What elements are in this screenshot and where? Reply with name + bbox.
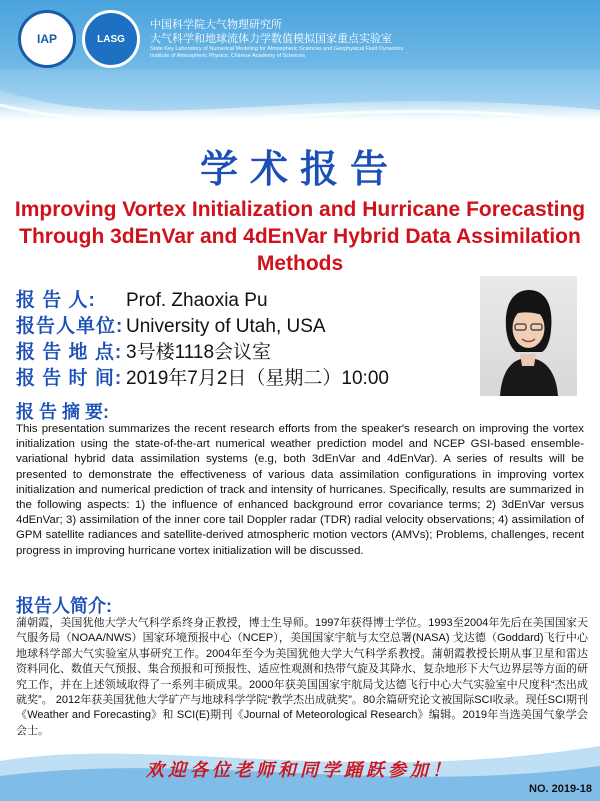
person-icon (480, 276, 577, 396)
speaker-photo (480, 276, 577, 396)
lasg-logo: LASG (82, 10, 140, 68)
bio-text: 蒲朝霞，美国犹他大学大气科学系终身正教授，博士生导师。1997年获得博士学位。1993至2004年先后在美国国家天气服务局（NOAA/NWS）国家环境预报中心（NCEP），美国国家宇航与太空总署(NASA) 戈达德（Goddard)飞行中心地球科学部大气实验室从事研究工作。2004年至今为美国犹他大学大气科学系教授。蒲朝霞教授长期从事卫星和雷达资料同化、数值天气预报、集合预报和可预报性、适应性观测和热带气旋及其降水、复杂地形下大气边界层等方面的研究工作，并在上述领域取得了一系列丰硕成果。2000年获美国国家宇航局戈达德飞行中心大气实验室中尺度科“杰出成就奖”。 2012年获美国犹他大学矿产与地球科学学院“教学杰出成就奖”。80余篇研究论文被国际SCI收录。现任SCI期刊《Weather and Forecasting》和 SCI(E)期刊《Journal of Meteorological Research》编辑。2019年当选美国气象学会会士。 (16, 617, 588, 737)
lab-name-cn: 大气科学和地球流体力学数值模拟国家重点实验室 (150, 33, 392, 45)
info-speaker (16, 285, 389, 311)
abstract-text: This presentation summarizes the recent research efforts from the speaker's research on improving the vortex initialization using the state-of-the-art numerical weather prediction model and NCEP GSI-based ensemble-variational hybrid data assimilation systems (e.g, both 3dEnVar and 4dEnVar). A series of results will be presented to demonstrate the effectiveness of various data assimilation configurations in improving vortex initialization and numerical prediction of track and intensity of hurricanes. Specifically, results are summarized in the following aspects: 1) the influence of enhanced background error covariance terms; 2) 3dEnVar versus 4dEnVar; 3) assimilation of the inner core tail Doppler radar (TDR) radial velocity observations; 4) assimilation of GPM satellite radiances and satellite-derived atmospheric motion vectors (AMVs); Problems, challenges, recent progress in improving hurricane vortex initialization will be discussed. (16, 423, 584, 557)
info-value: Prof. Zhaoxia Pu (126, 290, 268, 311)
info-value: 3号楼1118会议室 (126, 342, 272, 363)
institute-text (150, 18, 403, 60)
abstract-heading: 报 告 摘 要: (16, 402, 109, 422)
talk-title: Improving Vortex Initialization and Hurricane Forecasting Through 3dEnVar and 4dEnVar Hybrid Data Assimilation Methods (14, 198, 586, 275)
report-number: NO. 2019-18 (529, 783, 592, 795)
info-label: 报 告 地 点: (16, 342, 123, 363)
info-location (16, 337, 389, 363)
talk-info (16, 285, 389, 389)
header-logos (18, 8, 403, 70)
info-time (16, 363, 389, 389)
bio-heading: 报告人简介: (16, 596, 112, 616)
lab-name-en-1: State Key Laboratory of Numerical Modeling for Atmospheric Sciences and Geophysical Fluid Dynamics (150, 46, 404, 52)
lab-name-en-2: Institute of Atmospheric Physics, Chinese Academy of Sciences (150, 53, 305, 59)
info-label: 报 告 时 间: (16, 368, 123, 389)
iap-logo: IAP (18, 10, 76, 68)
info-label: 报 告 人: (16, 290, 96, 311)
welcome-message: 欢迎各位老师和同学踊跃参加！ (146, 760, 454, 781)
info-affiliation (16, 311, 389, 337)
info-value: University of Utah, USA (126, 316, 326, 337)
main-title: 学术报告 (199, 146, 400, 191)
info-label: 报告人单位: (16, 316, 124, 337)
info-value: 2019年7月2日（星期二）10:00 (126, 368, 389, 389)
institute-name-cn: 中国科学院大气物理研究所 (150, 19, 282, 31)
